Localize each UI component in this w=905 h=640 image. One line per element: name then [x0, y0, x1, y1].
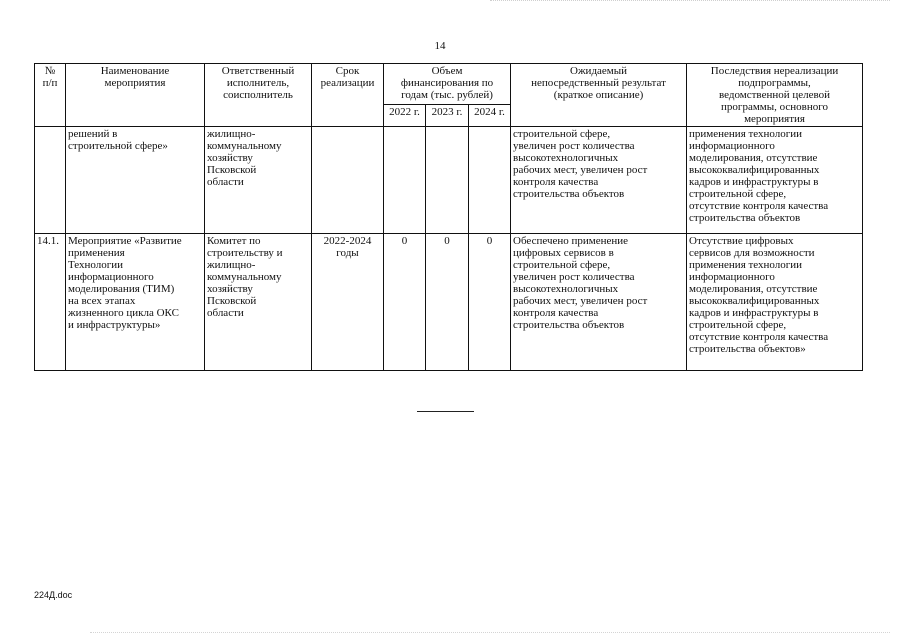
table-row — [35, 127, 863, 234]
cell-num — [35, 127, 66, 234]
cell-consequences: применения технологии информационного моделирования, отсутствие высококвалифицированных кадров и инфраструктуры в строительной сфере, отсутствие контроля качества строительства объектов — [687, 127, 863, 234]
cell-num: 14.1. — [35, 234, 66, 371]
program-activities-table — [34, 63, 863, 371]
header-year-2022: 2022 г. — [384, 105, 426, 127]
cell-2022 — [384, 127, 426, 234]
cell-name: решений в строительной сфере» — [66, 127, 205, 234]
scan-artifact-bottom — [90, 632, 890, 635]
header-row — [35, 64, 863, 105]
header-year-2023: 2023 г. — [426, 105, 469, 127]
header-year-2024: 2024 г. — [469, 105, 511, 127]
header-num: № п/п — [35, 64, 66, 127]
cell-result: Обеспечено применение цифровых сервисов в строительной сфере, увеличен рост количества высокотехнологичных рабочих мест, увеличен рост контроля качества строительства объектов — [511, 234, 687, 371]
cell-result: строительной сфере, увеличен рост количества высокотехнологичных рабочих мест, увеличен рост контроля качества строительства объектов — [511, 127, 687, 234]
scan-artifact-top — [490, 0, 890, 3]
cell-2024 — [469, 127, 511, 234]
cell-2024: 0 — [469, 234, 511, 371]
footer-filename: 224Д.doc — [34, 590, 73, 600]
cell-2023: 0 — [426, 234, 469, 371]
header-result: Ожидаемый непосредственный результат (краткое описание) — [511, 64, 687, 127]
cell-executor: жилищно- коммунальному хозяйству Псковской области — [205, 127, 312, 234]
page-number: 14 — [434, 40, 446, 52]
cell-2023 — [426, 127, 469, 234]
cell-term — [312, 127, 384, 234]
header-executor: Ответственный исполнитель, соисполнитель — [205, 64, 312, 127]
header-term: Срок реализации — [312, 64, 384, 127]
separator-line — [417, 411, 474, 412]
table-row — [35, 234, 863, 371]
header-name: Наименование мероприятия — [66, 64, 205, 127]
cell-name: Мероприятие «Развитие применения Технологии информационного моделирования (ТИМ) на всех этапах жизненного цикла ОКС и инфраструктуры» — [66, 234, 205, 371]
cell-term: 2022-2024 годы — [312, 234, 384, 371]
cell-consequences: Отсутствие цифровых сервисов для возможности применения технологии информационного моделирования, отсутствие высококвалифицированных кадров и инфраструктуры в строительной сфере, отсутствие контроля качества строительства объектов» — [687, 234, 863, 371]
cell-2022: 0 — [384, 234, 426, 371]
header-funding: Объем финансирования по годам (тыс. рублей) — [384, 64, 511, 105]
cell-executor: Комитет по строительству и жилищно- коммунальному хозяйству Псковской области — [205, 234, 312, 371]
header-consequences: Последствия нереализации подпрограммы, ведомственной целевой программы, основного мероприятия — [687, 64, 863, 127]
